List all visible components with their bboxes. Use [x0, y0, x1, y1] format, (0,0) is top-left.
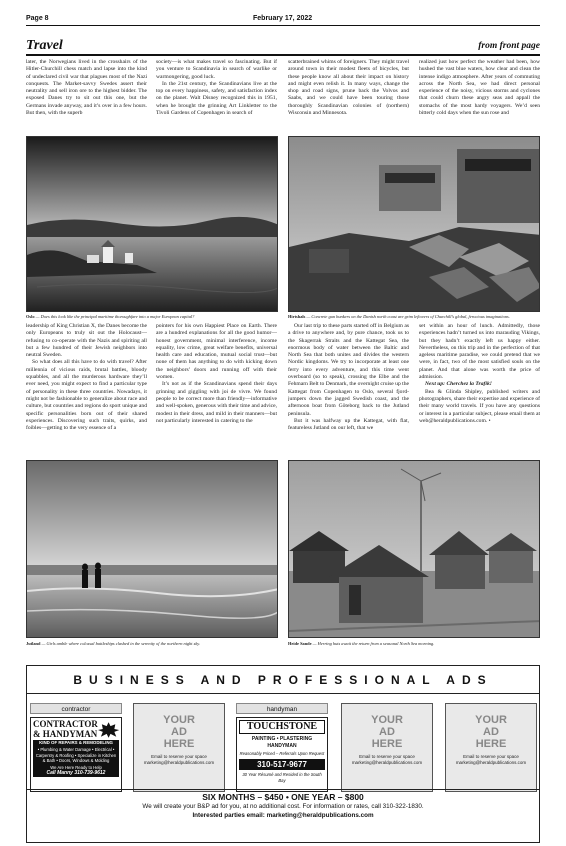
category-contractor: contractor	[30, 703, 122, 714]
ad-placeholder-email: Email to reserve your space marketing@heraldpublications.com	[143, 754, 215, 765]
handyman-name: TOUCHSTONE	[239, 720, 325, 734]
article-column-4-top	[419, 59, 540, 135]
ad-placeholder-line: YOUR	[163, 714, 195, 726]
section-rule	[26, 54, 540, 56]
ads-title: BUSINESS AND PROFESSIONAL ADS	[73, 673, 493, 687]
ad-pricing: SIX MONTHS – $450 • ONE YEAR – $800	[202, 792, 364, 802]
article-column-4-mid	[419, 323, 540, 456]
section-title: Travel	[26, 38, 63, 53]
caption-lead: Hirtshals	[288, 314, 306, 319]
caption-text: — Girls amble where colossal battleships clashed in the serenity of the northern night sky.	[40, 641, 201, 646]
article-paragraph: So what does all this have to do with travel? After millennia of vicious raids, brutal battles, bloody squabbles, and all the murderous hardware they’ll ever need, you might expect to find a particular type of personality in these three countries. Nowadays, it might not be fashionable to generalize about race and culture, but countries and regions do sport unique and specific personalities born out of their shared experiences. Discovering such traits, quirks, and foibles—getting to the very essence of a	[26, 359, 147, 432]
article-column-3-mid	[288, 323, 409, 456]
ad-placeholder-line: HERE	[475, 738, 507, 750]
article-paragraph	[419, 381, 540, 388]
ads-rule	[26, 693, 540, 694]
pricing-rule	[26, 789, 540, 790]
contractor-name-bottom: & HANDYMAN	[33, 729, 98, 739]
handyman-tagline: Reasonably Priced – Referrals Upon Request	[239, 751, 325, 756]
ad-placeholder-line: HERE	[371, 738, 403, 750]
article-paragraph: scatterbrained whims of foreigners. They might travel around town in their modest fleets of bicycles, but these people know all about their impact on history and might even relish it. In many ways, change the shop and road signs, prune back the Volvos and Saabs, and we could have been touring those thoroughly Scandinavian colonies of (northern) Wisconsin and Minnesota.	[288, 59, 409, 117]
ad-placeholder-text	[134, 714, 224, 750]
contractor-badge-icon	[98, 722, 119, 738]
caption-lead: Heide Sande	[288, 641, 312, 646]
article-paragraph: In the 21st century, the Scandinavians live at the top on every happiness, safety, and satisfaction index on the planet. Walt Disney recognized this in 1951, when he brought the grinning Art Linkletter to the Tivoli Gardens of Copenhagen in search of	[156, 80, 277, 117]
page-number: Page 8	[26, 15, 49, 22]
handyman-ad[interactable]	[236, 717, 328, 792]
caption-lead: Oslo	[26, 314, 35, 319]
ad-placeholder-2[interactable]	[341, 703, 433, 792]
handyman-footer: 30 Year Résumé and Resided in the South Bay	[242, 772, 322, 783]
contractor-ad[interactable]	[30, 717, 122, 792]
contractor-footer: We Are Here Ready to Help	[33, 765, 119, 771]
ad-placeholder-text	[342, 714, 432, 750]
contractor-services: • Plumbing & Water Damage • Electrical • Carpentry & Roofing • Specialize in Kitchen & Bath • Doors, Windows & Molding	[33, 746, 119, 765]
article-column-2-top	[156, 59, 277, 135]
article-paragraph: Our last trip to these parts started off in Belgium as a drive to anywhere and, by pure chance, took us to the Skagerrak Straits and the Kattegat Sea, the enormous body of water between the Baltic and North Sea that both unites and divides the western Nordic kingdoms. We try to incorporate at least one ferry into every adventure, and this time went overboard (so to speak), crossing the Elbe and the Fehmarn Belt to Denmark, the overnight cruise up the Kattegat from Copenhagen to Oslo, several fjord-jumpers down the jagged Swedish coast, and the afternoon boat from Göteborg back to the Jutland peninsula.	[288, 323, 409, 417]
article-column-1-top	[26, 59, 147, 135]
header-rule	[26, 25, 540, 26]
article-paragraph: But it was halfway up the Kattegat, with flat, featureless Jutland on our left, that we	[288, 417, 409, 432]
photo-caption-oslo	[26, 314, 278, 319]
category-handyman: handyman	[236, 703, 328, 714]
ad-placeholder-3[interactable]	[445, 703, 537, 792]
caption-text: — Herring huts await the return from a seasonal North Sea morning.	[311, 641, 435, 646]
caption-text: — Does this look like the principal maritime thoroughfare into a major European capital?	[34, 314, 195, 319]
ad-placeholder-line: AD	[171, 726, 187, 738]
ad-placeholder-line: HERE	[163, 738, 195, 750]
ad-placeholder-line: AD	[483, 726, 499, 738]
article-paragraph: set within an hour of lunch. Admittedly, those experiences hadn’t turned us into marauding Vikings, but they hadn’t exactly left us happy either. Nevertheless, on this trip and in the perfection of that ageless maritime paradise, we could pretend that we were, in fact, two of the most satisfied souls on the planet. And that alone was worth the price of admission.	[419, 323, 540, 381]
next-up-teaser: Next up: Cherchez la Trafik!	[425, 381, 492, 388]
article-paragraph: It’s not as if the Scandinavians spend their days grinning and giggling with joi de vivre. We found people to be correct more than friendly—informative and well-spoken, generous with their time and advice, modest in their dress, and mild in their manners—but not particularly interested in catering to the	[156, 381, 277, 424]
ad-placeholder-line: YOUR	[371, 714, 403, 726]
article-paragraph: society—is what makes travel so fascinating. But if you venture to Scandinavia in search of warlike or warmongering, good luck.	[156, 59, 277, 80]
continued-label: from front page	[478, 41, 540, 51]
article-paragraph: pointers for his own Happiest Place on Earth. There are a hundred explanations for all the good humor—honest government, minimal interference, income equality, low crime, great welfare benefits, universal health care and education, mutual social trust—but none of them has anything to do with kicking down the neighbors’ doors and running off with their women.	[156, 323, 277, 381]
photo-caption-hirtshals	[288, 314, 540, 319]
photo-oslo-lighthouse	[26, 136, 278, 312]
ad-placeholder-line: YOUR	[475, 714, 507, 726]
ad-info: We will create your B&P ad for you, at no additional cost. For information or rates, call 310-322-1830.	[142, 803, 424, 810]
caption-text: — Concrete gun bunkers on the Danish north coast are grim leftovers of Churchill’s global, ferocious imaginations.	[305, 314, 510, 319]
photo-caption-jutland	[26, 641, 278, 646]
ad-placeholder-line: AD	[379, 726, 395, 738]
photo-hirtshals-bunkers	[288, 136, 540, 312]
ad-placeholder-email: Email to reserve your space marketing@heraldpublications.com	[455, 754, 527, 765]
article-column-1-mid	[26, 323, 147, 456]
photo-heide-sande-huts	[288, 460, 540, 638]
ad-contact-email[interactable]: Interested parties email: marketing@heraldpublications.com	[192, 812, 374, 819]
article-paragraph: Bea & Glinda Shipley, published writers and photographers, share their expertise and experience of their many world travels. If you have any questions or interest in a particular subject, please email them at web@heraldpublications.com. •	[419, 388, 540, 424]
ad-placeholder-email: Email to reserve your space marketing@heraldpublications.com	[351, 754, 423, 765]
handyman-services: PAINTING • PLASTERING HANDYMAN	[251, 736, 313, 749]
article-paragraph: realized just how perfect the weather had been, how hushed the vast blue waters, how clear and clean the intense indigo atmosphere. After years of commuting across the North Sea, we had direct personal experience of the noisy, vicious storms and cyclones that could churn these angry seas and appall the stomachs of the most hardy voyagers. We’d seen bitterly cold days when the sun rose and	[419, 59, 540, 117]
photo-caption-heide-sande	[288, 641, 540, 646]
contractor-phone: Call Manny 310-739-9612	[33, 770, 119, 777]
handyman-phone: 310-517-9677	[239, 759, 325, 770]
contractor-tagline: KIND OF REPAIRS & REMODELING	[33, 740, 119, 746]
article-column-2-mid	[156, 323, 277, 456]
article-paragraph: later, the Norwegians lived in the crosshairs of the Hitler-Churchill chess match and lapse into the kind of undeclared civil war that plagues most of the Nazi conquests. The Market-savvy Swedes assert their neutrality and sell iron ore to the highest bidder. The exposed Danes try to sit out this one, but the Germans invade anyway, and it’s over in a few hours. But then, with the superb	[26, 59, 147, 117]
ad-placeholder-1[interactable]	[133, 703, 225, 792]
issue-date: February 17, 2022	[253, 15, 313, 22]
article-paragraph: leadership of King Christian X, the Danes become the only Europeans to truly sit out the Holocaust—refusing to co-operate with the Nazis and spiriting all but a few hundred of their Jewish neighbors into neutral Sweden.	[26, 323, 147, 359]
caption-lead: Jutland	[26, 641, 41, 646]
ad-placeholder-text	[446, 714, 536, 750]
article-column-3-top	[288, 59, 409, 135]
photo-jutland-beach	[26, 460, 278, 638]
contractor-name-top: CONTRACTOR	[33, 719, 98, 729]
